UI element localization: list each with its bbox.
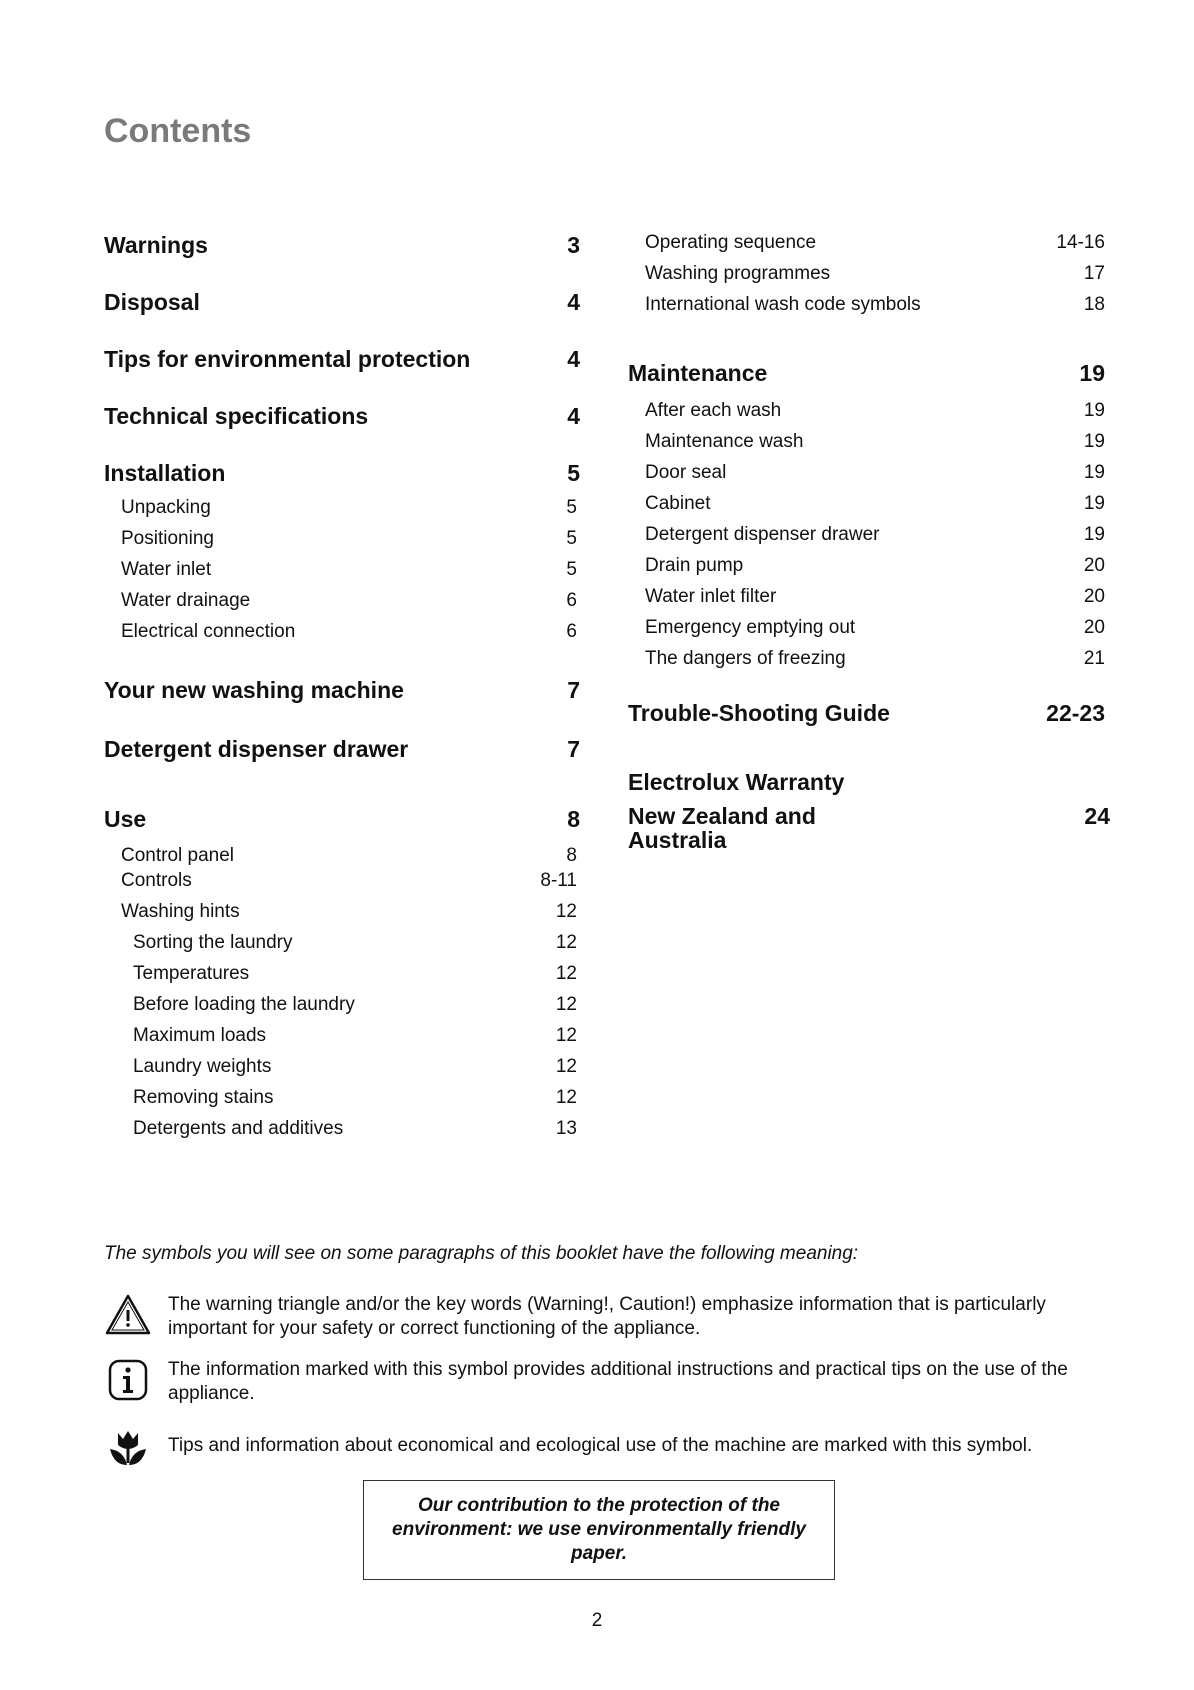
toc-page: 22-23 bbox=[1046, 700, 1105, 726]
toc-page: 24 bbox=[1084, 803, 1110, 829]
toc-label: Detergent dispenser drawer bbox=[104, 736, 409, 762]
toc-item[interactable] bbox=[121, 621, 577, 643]
symbol-row-warning bbox=[104, 1293, 1104, 1341]
toc-heading-warranty[interactable] bbox=[628, 769, 844, 796]
environment-note-text: Our contribution to the protection of the environment: we use environmentally friendly paper. bbox=[392, 1495, 806, 1564]
toc-page: 14-16 bbox=[1056, 232, 1105, 253]
toc-item[interactable] bbox=[121, 845, 577, 867]
toc-page: 19 bbox=[1083, 524, 1105, 545]
toc-page: 6 bbox=[566, 621, 577, 642]
symbol-row-eco bbox=[104, 1427, 1104, 1471]
toc-item[interactable] bbox=[121, 528, 577, 550]
toc-item[interactable] bbox=[121, 497, 577, 519]
toc-label: Maintenance bbox=[628, 360, 768, 386]
toc-subitem[interactable] bbox=[133, 1087, 577, 1109]
toc-item[interactable] bbox=[121, 870, 577, 892]
toc-page: 12 bbox=[555, 994, 577, 1015]
eco-flower-icon bbox=[104, 1427, 152, 1471]
toc-label: Controls bbox=[121, 870, 192, 891]
toc-label: Removing stains bbox=[133, 1087, 274, 1108]
toc-item[interactable] bbox=[645, 232, 1105, 254]
toc-page: 20 bbox=[1083, 586, 1105, 607]
toc-page: 13 bbox=[555, 1118, 577, 1139]
toc-page: 19 bbox=[1083, 493, 1105, 514]
toc-label: Detergents and additives bbox=[133, 1118, 344, 1139]
toc-item[interactable] bbox=[645, 431, 1105, 453]
toc-page: 19 bbox=[1083, 431, 1105, 452]
toc-page: 19 bbox=[1083, 400, 1105, 421]
toc-page: 3 bbox=[567, 232, 580, 258]
toc-label: Sorting the laundry bbox=[133, 932, 293, 953]
toc-label: Control panel bbox=[121, 845, 235, 866]
symbol-info-text: The information marked with this symbol provides additional instructions and practical tips on the use of the appliance. bbox=[168, 1359, 1068, 1404]
environment-note-box bbox=[363, 1480, 835, 1580]
toc-label: Drain pump bbox=[645, 555, 744, 576]
toc-item[interactable] bbox=[645, 648, 1105, 670]
toc-heading-warranty-region[interactable] bbox=[628, 803, 1110, 830]
toc-heading-use[interactable] bbox=[104, 806, 580, 833]
toc-heading-warnings[interactable] bbox=[104, 232, 580, 259]
toc-heading-tech[interactable] bbox=[104, 403, 580, 430]
toc-page: 5 bbox=[566, 528, 577, 549]
toc-label: Electrical connection bbox=[121, 621, 296, 642]
toc-label: Unpacking bbox=[121, 497, 211, 518]
toc-label: Washing programmes bbox=[645, 263, 831, 284]
toc-label: New Zealand and bbox=[628, 803, 816, 829]
toc-page: 8-11 bbox=[540, 870, 577, 891]
toc-label: Installation bbox=[104, 460, 226, 486]
toc-page: 6 bbox=[566, 590, 577, 611]
toc-label: After each wash bbox=[645, 400, 782, 421]
toc-label: Door seal bbox=[645, 462, 727, 483]
symbol-warning-text: The warning triangle and/or the key words (Warning!, Caution!) emphasize information that is particularly important for your safety or correct functioning of the appliance. bbox=[168, 1294, 1046, 1339]
toc-subitem[interactable] bbox=[133, 963, 577, 985]
toc-page: 12 bbox=[555, 1025, 577, 1046]
toc-subitem[interactable] bbox=[133, 1056, 577, 1078]
toc-label: Washing hints bbox=[121, 901, 240, 922]
toc-heading-machine[interactable] bbox=[104, 677, 580, 704]
toc-heading-maintenance[interactable] bbox=[628, 360, 1105, 387]
toc-heading-installation[interactable] bbox=[104, 460, 580, 487]
toc-heading-drawer[interactable] bbox=[104, 736, 580, 763]
page-title: Contents bbox=[104, 112, 252, 150]
toc-item[interactable] bbox=[645, 462, 1105, 484]
page-number: 2 bbox=[591, 1610, 603, 1631]
toc-label: Disposal bbox=[104, 289, 200, 315]
symbols-intro: The symbols you will see on some paragraphs of this booklet have the following meaning: bbox=[104, 1243, 859, 1264]
toc-page: 4 bbox=[567, 289, 580, 315]
toc-label: Warnings bbox=[104, 232, 208, 258]
toc-item[interactable] bbox=[645, 555, 1105, 577]
toc-label: Water drainage bbox=[121, 590, 251, 611]
toc-item[interactable] bbox=[645, 400, 1105, 422]
toc-label: Operating sequence bbox=[645, 232, 817, 253]
toc-label: Water inlet filter bbox=[645, 586, 777, 607]
toc-page: 7 bbox=[567, 736, 580, 762]
symbol-eco-text: Tips and information about economical and ecological use of the machine are marked with this symbol. bbox=[168, 1435, 1033, 1456]
toc-page: 7 bbox=[567, 677, 580, 703]
toc-page: 5 bbox=[566, 497, 577, 518]
toc-page: 12 bbox=[555, 963, 577, 984]
toc-item[interactable] bbox=[645, 263, 1105, 285]
toc-label: Cabinet bbox=[645, 493, 711, 514]
toc-page: 21 bbox=[1083, 648, 1105, 669]
toc-label: Laundry weights bbox=[133, 1056, 272, 1077]
toc-item[interactable] bbox=[121, 590, 577, 612]
toc-label: Use bbox=[104, 806, 147, 832]
toc-item[interactable] bbox=[645, 493, 1105, 515]
toc-heading-trouble[interactable] bbox=[628, 700, 1105, 727]
toc-page: 5 bbox=[566, 559, 577, 580]
toc-item[interactable] bbox=[121, 559, 577, 581]
toc-item[interactable] bbox=[645, 586, 1105, 608]
toc-label: Technical specifications bbox=[104, 403, 369, 429]
toc-heading-tips[interactable] bbox=[104, 346, 580, 373]
toc-page: 8 bbox=[566, 845, 577, 866]
toc-label: Emergency emptying out bbox=[645, 617, 856, 638]
symbol-row-info bbox=[104, 1358, 1104, 1406]
toc-page: 4 bbox=[567, 346, 580, 372]
warning-triangle-icon bbox=[104, 1293, 152, 1337]
toc-subitem[interactable] bbox=[133, 932, 577, 954]
toc-page: 20 bbox=[1083, 555, 1105, 576]
toc-label: Temperatures bbox=[133, 963, 250, 984]
toc-page: 8 bbox=[567, 806, 580, 832]
toc-page: 19 bbox=[1083, 462, 1105, 483]
toc-subitem[interactable] bbox=[133, 1118, 577, 1140]
toc-heading-disposal[interactable] bbox=[104, 289, 580, 316]
toc-heading-warranty-line3 bbox=[628, 827, 726, 854]
toc-page: 4 bbox=[567, 403, 580, 429]
toc-page: 12 bbox=[555, 1056, 577, 1077]
toc-label: Water inlet bbox=[121, 559, 212, 580]
toc-page: 12 bbox=[555, 932, 577, 953]
toc-label: Detergent dispenser drawer bbox=[645, 524, 880, 545]
toc-item[interactable] bbox=[645, 294, 1105, 316]
toc-subitem[interactable] bbox=[133, 994, 577, 1016]
toc-page: 20 bbox=[1083, 617, 1105, 638]
toc-page: 17 bbox=[1083, 263, 1105, 284]
toc-label: Before loading the laundry bbox=[133, 994, 355, 1015]
toc-label: Your new washing machine bbox=[104, 677, 404, 703]
toc-label: Maximum loads bbox=[133, 1025, 267, 1046]
toc-item[interactable] bbox=[121, 901, 577, 923]
toc-item[interactable] bbox=[645, 524, 1105, 546]
toc-item[interactable] bbox=[645, 617, 1105, 639]
toc-label: Maintenance wash bbox=[645, 431, 804, 452]
toc-label: Trouble-Shooting Guide bbox=[628, 700, 890, 726]
toc-label: The dangers of freezing bbox=[645, 648, 846, 669]
toc-label: Tips for environmental protection bbox=[104, 346, 471, 372]
toc-label: Positioning bbox=[121, 528, 214, 549]
toc-subitem[interactable] bbox=[133, 1025, 577, 1047]
toc-label: Australia bbox=[628, 827, 727, 853]
toc-page: 18 bbox=[1083, 294, 1105, 315]
toc-label: Electrolux Warranty bbox=[628, 769, 845, 795]
toc-page: 5 bbox=[567, 460, 580, 486]
toc-page: 12 bbox=[555, 901, 577, 922]
toc-label: International wash code symbols bbox=[645, 294, 921, 315]
toc-page: 12 bbox=[555, 1087, 577, 1108]
toc-page: 19 bbox=[1079, 360, 1105, 386]
info-icon bbox=[104, 1358, 152, 1402]
